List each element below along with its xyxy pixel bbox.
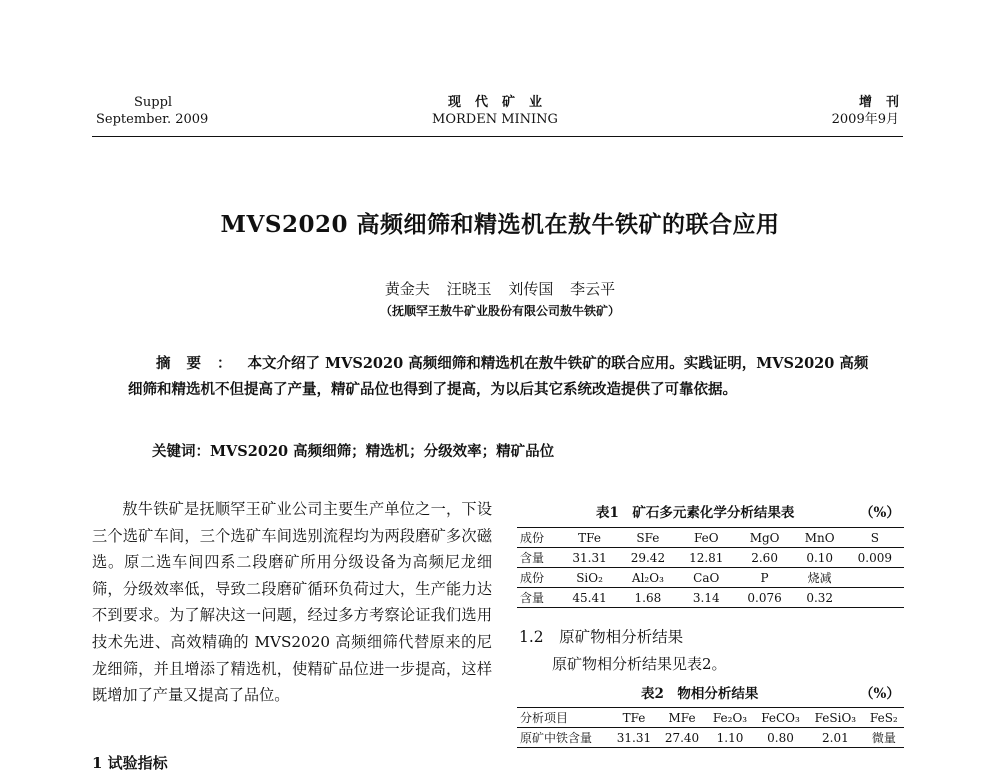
table-cell: 含量 [520, 551, 545, 565]
table1 [517, 527, 904, 608]
table2-row-values [517, 728, 904, 748]
header-journal-issue [96, 94, 208, 128]
table-cell: MFe [658, 708, 706, 728]
paper-title: MVS2020 高频细筛和精选机在敖牛铁矿的联合应用 [220, 211, 780, 238]
header-journal-cn: 现代矿业 [447, 95, 556, 110]
table2-unit: （%） [860, 686, 900, 702]
keywords-label: 关键词： [152, 443, 210, 460]
table-cell: 29.42 [630, 550, 666, 565]
keywords-text: MVS2020 高频细筛；精选机；分级效率；精矿品位 [210, 443, 555, 460]
table2-row-header [517, 708, 904, 728]
table-cell: 27.40 [664, 730, 700, 745]
table-cell: 0.80 [767, 730, 794, 745]
table1-unit: （%） [860, 505, 900, 521]
header-rule [92, 136, 903, 137]
table1-row-values-2 [517, 588, 904, 608]
header-issue-cn [831, 94, 913, 128]
table-cell: FeCO₃ [754, 708, 807, 728]
table1-row-header-1 [517, 528, 904, 548]
table-cell: MnO [794, 528, 846, 548]
table-cell: 1.68 [634, 590, 662, 605]
keywords [152, 440, 872, 461]
table-cell: 分析项目 [517, 708, 610, 728]
table-cell: 0.009 [857, 550, 892, 565]
table1-caption: 表1 矿石多元素化学分析结果表 [596, 505, 795, 521]
table-cell: Al₂O₃ [619, 568, 677, 588]
table2-caption: 表2 物相分析结果 [641, 686, 759, 702]
table-cell: P [735, 568, 793, 588]
table-cell: 31.31 [572, 550, 607, 565]
table-cell: 成份 [517, 528, 560, 548]
header-suppl: Suppl [134, 95, 173, 110]
table-cell: 2.01 [822, 730, 849, 745]
table-cell: SiO₂ [560, 568, 618, 588]
table-cell: 成份 [517, 568, 560, 588]
body-left-column [92, 496, 492, 709]
table1-row-header-2 [517, 568, 904, 588]
table1-row-values-1 [517, 548, 904, 568]
table-cell: FeS₂ [864, 708, 904, 728]
body-paragraph-intro: 敖牛铁矿是抚顺罕王矿业公司主要生产单位之一，下设三个选矿车间，三个选矿车间选别流程均为两段磨矿多次磁选。原二选车间四系二段磨矿所用分级设备为高频尼龙细筛，分级效率低，导致二段磨矿循环负荷过大，生产能力达不到要求。为了解决这一问题，经过多方考察论证我们选用技术先进、高效精确的 MVS2020 高频细筛代替原来的尼龙细筛，并且增添了精选机，使精矿品位进一步提高，这样既增加了产量又提高了品位。 [92, 500, 492, 705]
header-date-cn: 2009年9月 [831, 112, 899, 127]
table-cell: 微量 [871, 731, 896, 745]
table-cell: FeO [677, 528, 735, 548]
table-cell [846, 568, 904, 588]
table-cell: 3.14 [692, 590, 720, 605]
table-cell: 0.076 [747, 590, 782, 605]
table-cell: 烧减 [794, 568, 846, 588]
table-cell: S [846, 528, 904, 548]
abstract-label: 摘要： [156, 355, 248, 372]
table-cell: CaO [677, 568, 735, 588]
table-cell: TFe [560, 528, 618, 548]
header-journal-en: MORDEN MINING [432, 112, 558, 127]
authors: 黄金夫 汪晓玉 刘传国 李云平 [384, 280, 616, 298]
table-cell: 1.10 [716, 730, 744, 745]
table-cell: 含量 [520, 591, 545, 605]
abstract-text: 本文介绍了 MVS2020 高频细筛和精选机在敖牛铁矿的联合应用。实践证明，MVS2020 高频细筛和精选机不但提高了产量，精矿品位也得到了提高，为以后其它系统改造提供了可靠依据。 [128, 355, 869, 398]
table-cell: 12.81 [689, 550, 724, 565]
table-cell: 0.10 [806, 550, 834, 565]
header-journal-name [390, 94, 600, 128]
table-cell: SFe [619, 528, 677, 548]
table-cell: 2.60 [751, 550, 778, 565]
table-cell: Fe₂O₃ [706, 708, 754, 728]
table2 [517, 707, 904, 748]
table-cell: MgO [735, 528, 793, 548]
affiliation: （抚顺罕王敖牛矿业股份有限公司敖牛铁矿） [379, 304, 620, 318]
table-cell: TFe [610, 708, 658, 728]
section-1-2-heading: 1.2 原矿物相分析结果 [519, 628, 684, 646]
table-cell: 原矿中铁含量 [520, 731, 593, 745]
table-cell: 0.32 [806, 590, 834, 605]
table-cell [846, 588, 904, 608]
header-date-en: September. 2009 [96, 112, 209, 127]
table-cell: 31.31 [616, 730, 652, 745]
table-cell: 45.41 [572, 590, 607, 605]
table-cell: FeSiO₃ [807, 708, 864, 728]
header-supplement-cn: 增刊 [858, 95, 913, 110]
abstract [128, 351, 878, 402]
section-1-2-text: 原矿物相分析结果见表2。 [552, 655, 727, 673]
section-heading-partial: 1 试验指标 [92, 754, 168, 772]
